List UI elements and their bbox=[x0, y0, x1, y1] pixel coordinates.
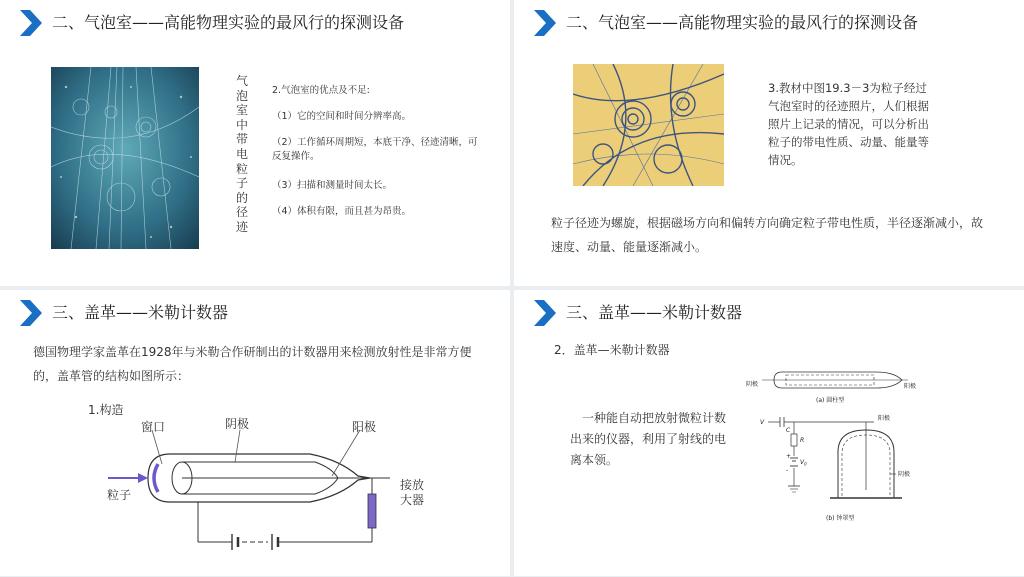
cathode-label: 阴极 bbox=[746, 381, 759, 388]
particle-track-photo bbox=[573, 64, 724, 186]
slide-geiger-structure bbox=[0, 290, 510, 576]
chevron-right-icon bbox=[534, 300, 560, 326]
caption-cylindrical: (a) 圆柱型 bbox=[816, 397, 845, 404]
pros-cons-heading: 2.气泡室的优点及不足: bbox=[272, 85, 370, 96]
resistor-label: R bbox=[800, 437, 805, 444]
structure-label: 1.构造 bbox=[88, 403, 124, 417]
slide-geiger-counter-types bbox=[514, 290, 1024, 576]
point-item: （3）扫描和测量时间太长。 bbox=[272, 180, 393, 191]
cathode-label: 阴极 bbox=[898, 471, 911, 478]
source-voltage-label: $V_0$ bbox=[800, 459, 807, 467]
slide-title: 二、气泡室——高能物理实验的最风行的探测设备 bbox=[52, 13, 405, 32]
slide-title: 三、盖革——米勒计数器 bbox=[566, 303, 743, 322]
anode-label: 阳极 bbox=[878, 415, 891, 422]
anode-label: 阳极 bbox=[352, 420, 377, 434]
bubble-chamber-photo bbox=[51, 67, 199, 249]
subheading: 2．盖革—米勒计数器 bbox=[554, 343, 670, 357]
capacitor-label: C bbox=[786, 427, 791, 434]
track-photo-description: 3.教材中图19.3－3为粒子经过气泡室时的径迹照片，人们根据照片上记录的情况，可以分析出粒子的带电性质、动量、能量等情况。 bbox=[768, 81, 929, 167]
chevron-right-icon bbox=[534, 10, 560, 36]
window-label: 窗口 bbox=[141, 420, 166, 434]
slide-title: 三、盖革——米勒计数器 bbox=[52, 303, 229, 322]
geiger-intro-text: 德国物理学家盖革在1928年与米勒合作研制出的计数器用来检测放射性是非常方便的，盖革管的结构如图所示： bbox=[33, 345, 472, 383]
geiger-tube-diagram bbox=[100, 416, 440, 556]
particle-label: 粒子 bbox=[107, 488, 132, 502]
voltage-label: V bbox=[760, 419, 765, 426]
caption-bell-jar: (b) 钟罩型 bbox=[826, 515, 855, 522]
amplifier-label: 接放大器 bbox=[400, 478, 425, 507]
minus-sign: - bbox=[786, 467, 789, 474]
geiger-description: 一种能自动把放射微粒计数出来的仪器，利用了射线的电离本领。 bbox=[570, 411, 727, 467]
point-item: （4）体积有限，而且甚为昂贵。 bbox=[272, 206, 412, 217]
track-analysis-summary: 粒子径迹为螺旋，根据磁场方向和偏转方向确定粒子带电性质，半径逐渐减小，故速度、动量、能量逐渐减小。 bbox=[551, 216, 984, 254]
chevron-right-icon bbox=[20, 10, 46, 36]
photo-caption-vertical: 气泡室中带电粒子的径迹 bbox=[235, 74, 248, 234]
cathode-label: 阴极 bbox=[225, 417, 250, 431]
anode-label: 阳极 bbox=[904, 383, 917, 390]
plus-sign: + bbox=[786, 453, 792, 460]
geiger-counter-figure bbox=[746, 362, 926, 530]
point-item: （1）它的空间和时间分辨率高。 bbox=[272, 111, 412, 122]
chevron-right-icon bbox=[20, 300, 46, 326]
point-item: （2）工作循环周期短，本底干净、径迹清晰，可反复操作。 bbox=[272, 137, 478, 162]
slide-bubble-chamber-tracks bbox=[514, 0, 1024, 286]
slide-title: 二、气泡室——高能物理实验的最风行的探测设备 bbox=[566, 13, 919, 32]
slide-bubble-chamber-pros-cons bbox=[0, 0, 510, 286]
